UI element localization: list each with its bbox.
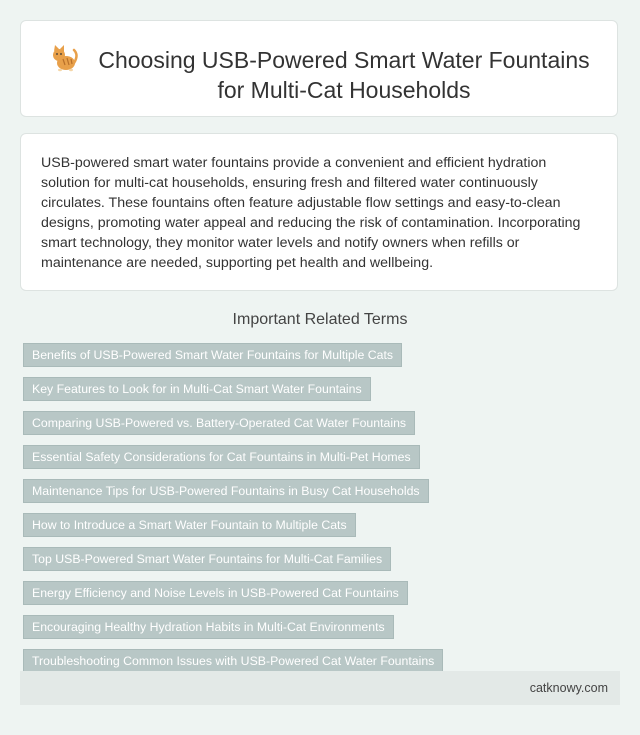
footer-site-link[interactable]: catknowy.com (529, 681, 608, 695)
summary-card (20, 133, 618, 291)
cat-icon (49, 43, 79, 73)
related-term-link[interactable]: Benefits of USB-Powered Smart Water Fountains for Multiple Cats (23, 343, 402, 367)
related-term-link[interactable]: Troubleshooting Common Issues with USB-Powered Cat Water Fountains (23, 649, 443, 673)
related-terms-heading: Important Related Terms (232, 311, 408, 328)
page-title-line1: Choosing USB-Powered Smart Water Fountains (98, 47, 590, 73)
related-term-link[interactable]: How to Introduce a Smart Water Fountain to Multiple Cats (23, 513, 356, 537)
related-term-link[interactable]: Encouraging Healthy Hydration Habits in Multi-Cat Environments (23, 615, 394, 639)
page-title (81, 45, 607, 105)
related-term-link[interactable]: Essential Safety Considerations for Cat Fountains in Multi-Pet Homes (23, 445, 420, 469)
related-term-link[interactable]: Key Features to Look for in Multi-Cat Smart Water Fountains (23, 377, 371, 401)
related-term-link[interactable]: Maintenance Tips for USB-Powered Fountains in Busy Cat Households (23, 479, 429, 503)
title-card (20, 20, 618, 117)
related-terms-list (23, 343, 620, 683)
summary-text: USB-powered smart water fountains provide a convenient and efficient hydration solution for multi-cat households, ensuring fresh and filtered water continuously circulates. These fountains often feature adjustable flow settings and easy-to-clean designs, promoting water appeal and reducing the risk of contamination. Incorporating smart technology, they monitor water levels and notify owners when refills or maintenance are needed, supporting pet health and wellbeing. (41, 155, 581, 271)
related-term-link[interactable]: Comparing USB-Powered vs. Battery-Operated Cat Water Fountains (23, 411, 415, 435)
related-term-link[interactable]: Energy Efficiency and Noise Levels in USB-Powered Cat Fountains (23, 581, 408, 605)
related-term-link[interactable]: Top USB-Powered Smart Water Fountains for Multi-Cat Families (23, 547, 391, 571)
footer (20, 671, 620, 705)
page-title-line2: for Multi-Cat Households (217, 77, 471, 103)
